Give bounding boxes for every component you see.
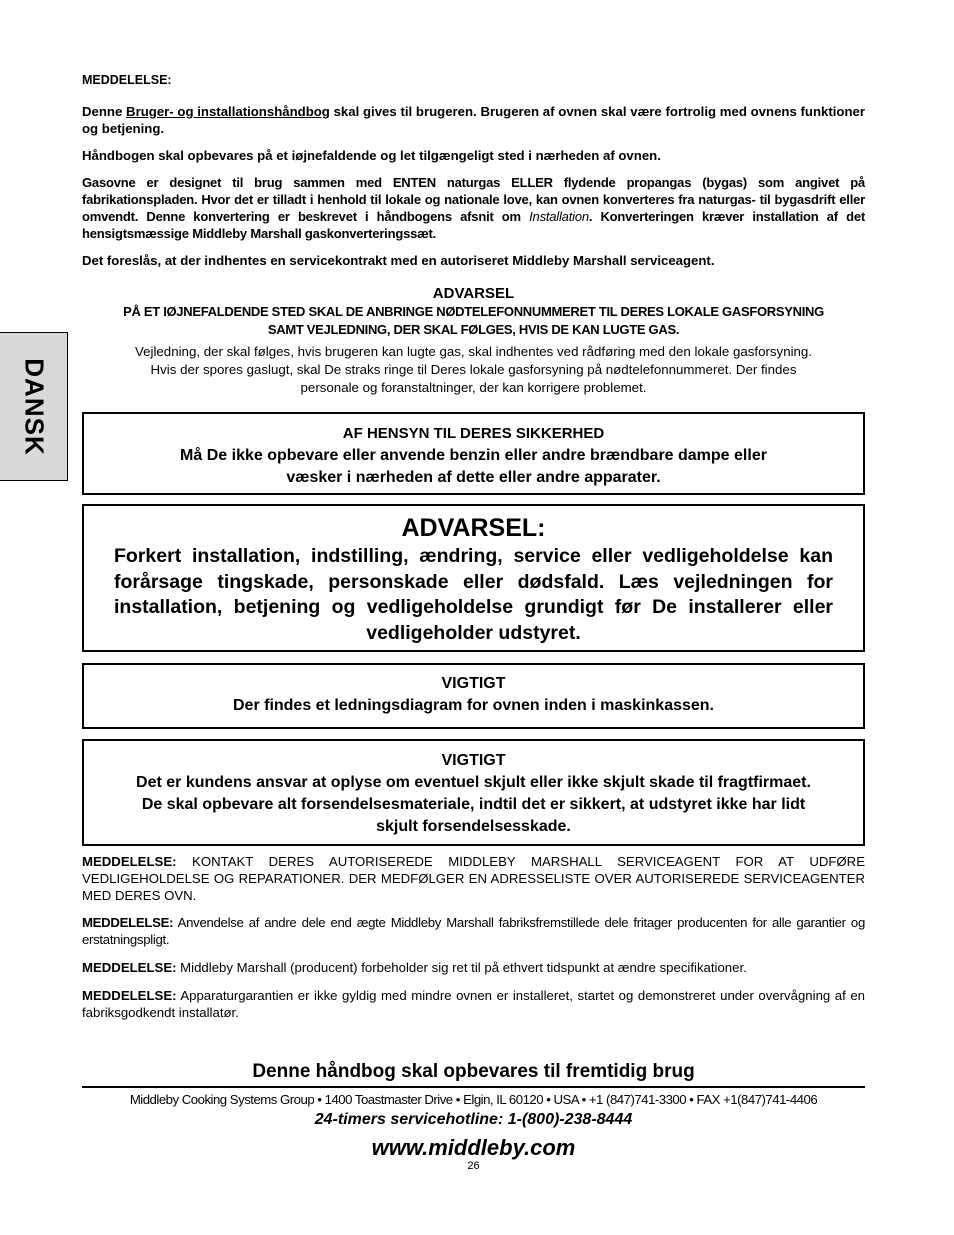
wiring-diagram-box-text: Der findes et ledningsdiagram for ovnen inden i maskinkassen. (232, 697, 714, 714)
language-tab (0, 332, 68, 481)
safety-box (82, 412, 865, 495)
paragraph-storage: Håndbogen skal opbevares på et iøjnefaldende og let tilgængeligt sted i nærheden af ovnen. (82, 148, 661, 163)
gas-warning-body: Vejledning, der skal følges, hvis brugeren kan lugte gas, skal indhentes ved rådføring med den lokale gasforsyning. Hvis der spores gaslugt, skal De straks ringe til Deres lokale gasforsyning på nødtelefonnummeret. Der findes personale og foranstaltninger, der kan korrigere problemet. (134, 344, 813, 395)
paragraph-service-contract: Det foreslås, at der indhentes en servicekontrakt med en autoriseret Middleby Marshall serviceagent. (82, 253, 715, 268)
keep-manual-note: Denne håndbog skal opbevares til fremtidig brug (252, 1061, 695, 1082)
shipping-damage-box-text: Det er kundens ansvar at oplyse om eventuel skjult eller ikke skjult skade til fragtfirmaet. De skal opbevare alt forsendelsesmateriale, indtil det er sikkert, at udstyret ikke har lidt skjult forsendelsesskade. (136, 774, 811, 835)
shipping-damage-box-title: VIGTIGT (441, 752, 506, 769)
warning-box-text: Forkert installation, indstilling, ændring, service eller vedligeholdelse kan forårsage tingskade, personskade eller dødsfald. Læs vejledningen for installation, betjening og vedligeholdelse grundigt før De installerer eller vedligeholder udstyret. (114, 545, 833, 644)
notice-service: MEDDELELSE: KONTAKT DERES AUTORISEREDE MIDDLEBY MARSHALL SERVICEAGENT FOR AT UDFØRE VEDLIGEHOLDELSE OG REPARATIONER. DER MEDFØLGER EN ADRESSELISTE OVER AUTORISEREDE SERVICEAGENTER MED DERES OVN. (82, 854, 865, 903)
paragraph-manual: Denne Bruger- og installationshåndbog skal gives til brugeren. Brugeren af ovnen skal være fortrolig med ovnens funktioner og betjening. (82, 104, 865, 136)
safety-box-title: AF HENSYN TIL DERES SIKKERHED (342, 425, 605, 442)
gas-warning-title: ADVARSEL (432, 285, 515, 302)
safety-box-line2: væsker i nærheden af dette eller andre apparater. (286, 469, 661, 486)
gas-warning (82, 285, 865, 397)
footer-divider (82, 1086, 865, 1088)
safety-box-line1: Må De ikke opbevare eller anvende benzin eller andre brændbare dampe eller (180, 447, 767, 464)
shipping-damage-box (82, 739, 865, 846)
wiring-diagram-box (82, 663, 865, 729)
page-content (82, 72, 866, 1172)
notices (82, 853, 865, 1029)
notice-heading: MEDDELELSE: (82, 73, 172, 87)
wiring-diagram-box-title: VIGTIGT (441, 675, 506, 692)
warning-box (82, 504, 865, 652)
notice-parts: MEDDELELSE: Anvendelse af andre dele end ægte Middleby Marshall fabriksfremstillede dele fritager producenten for alle garantier og erstatningspligt. (82, 915, 865, 947)
notice-warranty: MEDDELELSE: Apparaturgarantien er ikke gyldig med mindre ovnen er installeret, startet og demonstreret under overvågning af en fabriksgodkendt installatør. (82, 988, 865, 1020)
notice-specifications: MEDDELELSE: Middleby Marshall (producent) forbeholder sig ret til på ethvert tidspunkt at ændre specifikationer. (82, 960, 747, 975)
manual-title: Bruger- og installationshåndbog (126, 104, 330, 119)
service-hotline: 24-timers servicehotline: 1-(800)-238-8444 (314, 1111, 633, 1128)
website-link[interactable]: www.middleby.com (371, 1135, 576, 1160)
gas-warning-caps: PÅ ET IØJNEFALDENDE STED SKAL DE ANBRINGE NØDTELEFONNUMMERET TIL DERES LOKALE GASFORSYNING SAMT VEJLEDNING, DER SKAL FØLGES, HVIS DE KAN LUGTE GAS. (123, 304, 824, 337)
language-tab-label: DANSK (19, 357, 49, 456)
paragraph-gas: Gasovne er designet til brug sammen med ENTEN naturgas ELLER flydende propangas (bygas) som angivet på fabrikationspladen. Hvor det er tilladt i henhold til lokale og nationale love, kan ovnen konverteres fra naturgas- til bygasdrift eller omvendt. Denne konvertering er beskrevet i håndbogens afsnit om Installation. Konverteringen kræver installation af det hensigtsmæssige Middleby Marshall gaskonverteringssæt. (82, 175, 866, 241)
warning-box-title: ADVARSEL: (401, 514, 546, 542)
page-number: 26 (467, 1160, 480, 1172)
company-address: Middleby Cooking Systems Group • 1400 Toastmaster Drive • Elgin, IL 60120 • USA • +1 (847)741-3300 • FAX +1(847)741-4406 (129, 1092, 818, 1107)
